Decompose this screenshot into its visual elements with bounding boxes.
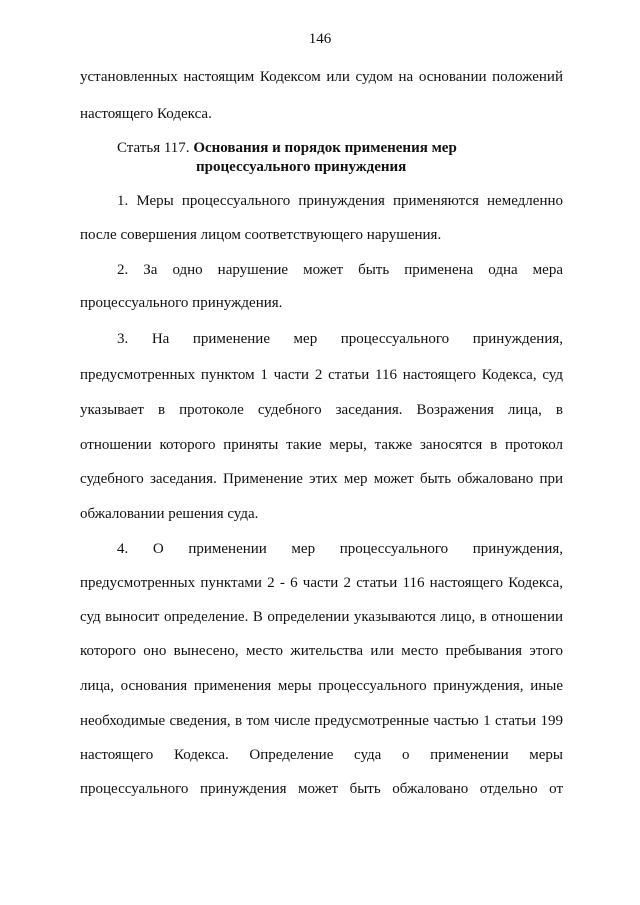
article-title-line-1: Основания и порядок применения мер (193, 140, 457, 156)
paragraph-1-line-2: после совершения лицом соответствующего нарушения. (80, 227, 442, 243)
paragraph-4-line-6: необходимые сведения, в том числе предусмотренные частью 1 статьи 199 (80, 713, 563, 729)
paragraph-1-line-1: 1. Меры процессуального принуждения применяются немедленно (117, 193, 563, 209)
article-number: Статья 117. (117, 140, 190, 156)
paragraph-3-line-4: отношении которого приняты такие меры, также заносятся в протокол (80, 437, 563, 453)
paragraph-3-line-6: обжаловании решения суда. (80, 506, 259, 522)
article-heading (117, 138, 457, 158)
paragraph-4-line-8: процессуального принуждения может быть обжаловано отдельно от (80, 781, 563, 797)
paragraph-4-line-5: лица, основания применения меры процессуального принуждения, иные (80, 678, 563, 694)
page-number: 146 (308, 31, 332, 47)
paragraph-2-line-2: процессуального принуждения. (80, 295, 283, 311)
article-title-line-2: процессуального принуждения (196, 159, 407, 175)
paragraph-3-line-2: предусмотренных пунктом 1 части 2 статьи 116 настоящего Кодекса, суд (80, 367, 563, 383)
paragraph-4-line-1: 4. О применении мер процессуального принуждения, (117, 541, 563, 557)
paragraph-4-line-3: суд выносит определение. В определении указываются лицо, в отношении (80, 609, 563, 625)
intro-line-1: установленных настоящим Кодексом или судом на основании положений (80, 69, 563, 85)
paragraph-3-line-5: судебного заседания. Применение этих мер может быть обжаловано при (80, 471, 563, 487)
paragraph-3-line-3: указывает в протоколе судебного заседания. Возражения лица, в (80, 402, 563, 418)
paragraph-2-line-1: 2. За одно нарушение может быть применена одна мера (117, 262, 563, 278)
paragraph-4-line-2: предусмотренных пунктами 2 - 6 части 2 статьи 116 настоящего Кодекса, (80, 575, 563, 591)
paragraph-4-line-4: которого оно вынесено, место жительства или место пребывания этого (80, 643, 563, 659)
paragraph-4-line-7: настоящего Кодекса. Определение суда о применении меры (80, 747, 563, 763)
paragraph-3-line-1: 3. На применение мер процессуального принуждения, (117, 331, 563, 347)
intro-line-2: настоящего Кодекса. (80, 106, 212, 122)
